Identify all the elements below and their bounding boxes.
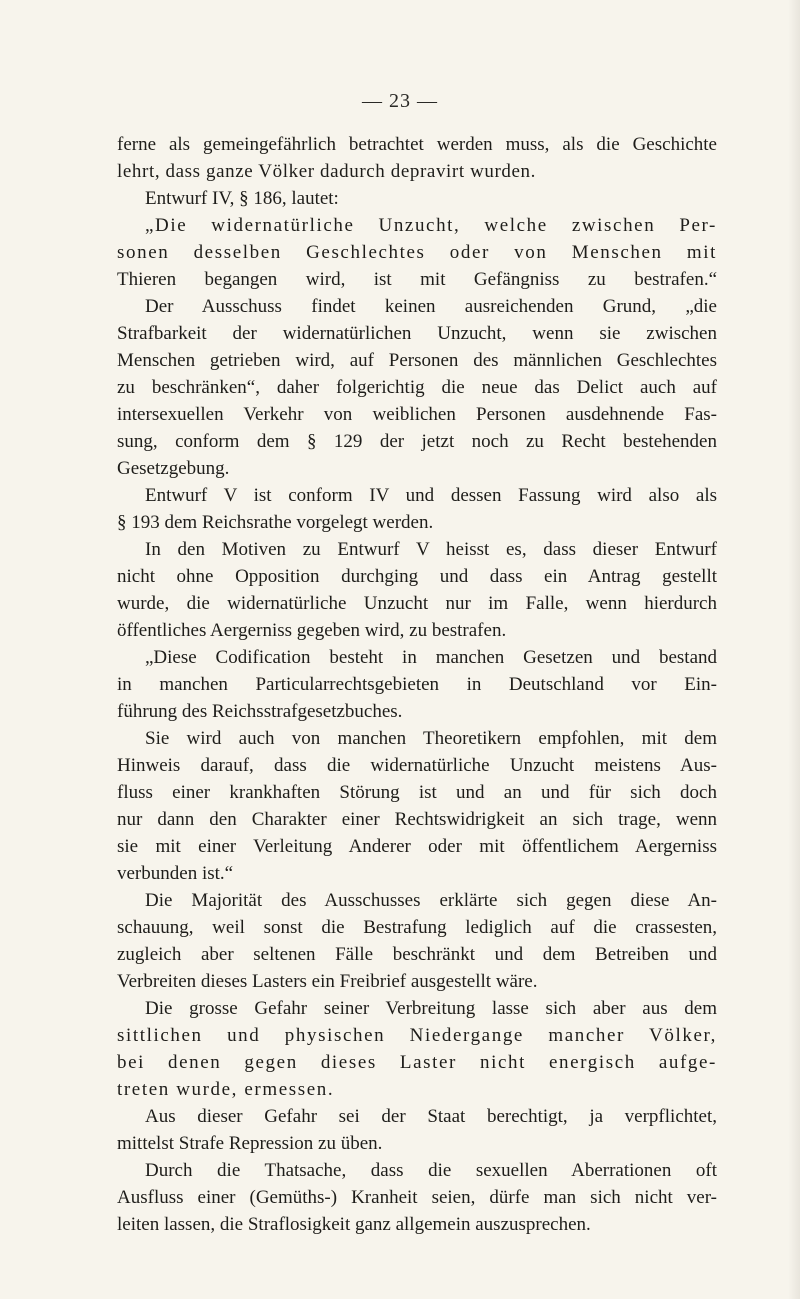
text-line: bei denen gegen dieses Laster nicht energisch aufge-: [117, 1052, 717, 1073]
text-line: öffentliches Aergerniss gegeben wird, zu bestrafen.: [117, 620, 507, 641]
text-line: ferne als gemeingefährlich betrachtet werden muss, als die Geschichte: [117, 134, 717, 155]
text-line: nur dann den Charakter einer Rechtswidrigkeit an sich trage, wenn: [117, 809, 717, 830]
text-line: fluss einer krankhaften Störung ist und an und für sich doch: [117, 782, 717, 803]
text-line: Durch die Thatsache, dass die sexuellen Aberrationen oft: [145, 1160, 717, 1181]
text-line: verbunden ist.“: [117, 863, 234, 884]
text-line: Entwurf V ist conform IV und dessen Fassung wird also als: [145, 485, 717, 506]
text-line: sie mit einer Verleitung Anderer oder mit öffentlichem Aergerniss: [117, 836, 717, 857]
page-number: — 23 —: [362, 90, 438, 112]
text-line: Aus dieser Gefahr sei der Staat berechtigt, ja verpflichtet,: [145, 1106, 717, 1127]
text-line: nicht ohne Opposition durchging und dass ein Antrag gestellt: [117, 566, 717, 587]
text-line: sittlichen und physischen Niedergange mancher Völker,: [117, 1025, 717, 1046]
text-line: Hinweis darauf, dass die widernatürliche Unzucht meistens Aus-: [117, 755, 717, 776]
text-line: zu beschränken“, daher folgerichtig die neue das Delict auch auf: [117, 377, 717, 398]
body-text: [117, 131, 717, 1238]
text-line: führung des Reichsstrafgesetzbuches.: [117, 701, 403, 722]
text-line: Ausfluss einer (Gemüths-) Kranheit seien, dürfe man sich nicht ver-: [117, 1187, 717, 1208]
text-line: Der Ausschuss findet keinen ausreichenden Grund, „die: [145, 296, 717, 317]
text-line: sung, conform dem § 129 der jetzt noch zu Recht bestehenden: [117, 431, 717, 452]
text-line: Verbreiten dieses Lasters ein Freibrief ausgestellt wäre.: [117, 971, 538, 992]
text-line: Menschen getrieben wird, auf Personen des männlichen Geschlechtes: [117, 350, 717, 371]
text-line: schauung, weil sonst die Bestrafung lediglich auf die crassesten,: [117, 917, 717, 938]
page-edge-shadow: [788, 0, 800, 1299]
text-line: „Diese Codification besteht in manchen Gesetzen und bestand: [145, 647, 717, 668]
text-line: Thieren begangen wird, ist mit Gefängniss zu bestrafen.“: [117, 269, 717, 290]
text-line: wurde, die widernatürliche Unzucht nur im Falle, wenn hierdurch: [117, 593, 717, 614]
text-line: Die grosse Gefahr seiner Verbreitung lasse sich aber aus dem: [145, 998, 717, 1019]
text-line: Sie wird auch von manchen Theoretikern empfohlen, mit dem: [145, 728, 717, 749]
text-line: treten wurde, ermessen.: [117, 1079, 335, 1100]
text-line: leiten lassen, die Straflosigkeit ganz allgemein auszusprechen.: [117, 1214, 591, 1235]
text-line: sonen desselben Geschlechtes oder von Menschen mit: [117, 242, 717, 263]
text-line: Die Majorität des Ausschusses erklärte sich gegen diese An-: [145, 890, 717, 911]
text-line: „Die widernatürliche Unzucht, welche zwischen Per-: [145, 215, 717, 236]
text-line: lehrt, dass ganze Völker dadurch depravirt wurden.: [117, 161, 537, 182]
text-line: Strafbarkeit der widernatürlichen Unzucht, wenn sie zwischen: [117, 323, 717, 344]
text-line: § 193 dem Reichsrathe vorgelegt werden.: [117, 512, 434, 533]
text-line: zugleich aber seltenen Fälle beschränkt und dem Betreiben und: [117, 944, 717, 965]
text-line: mittelst Strafe Repression zu üben.: [117, 1133, 383, 1154]
text-line: in manchen Particularrechtsgebieten in Deutschland vor Ein-: [117, 674, 717, 695]
text-line: Gesetzgebung.: [117, 458, 230, 479]
text-line: Entwurf IV, § 186, lautet:: [145, 188, 339, 209]
text-line: intersexuellen Verkehr von weiblichen Personen ausdehnende Fas-: [117, 404, 717, 425]
text-line: In den Motiven zu Entwurf V heisst es, dass dieser Entwurf: [145, 539, 717, 560]
